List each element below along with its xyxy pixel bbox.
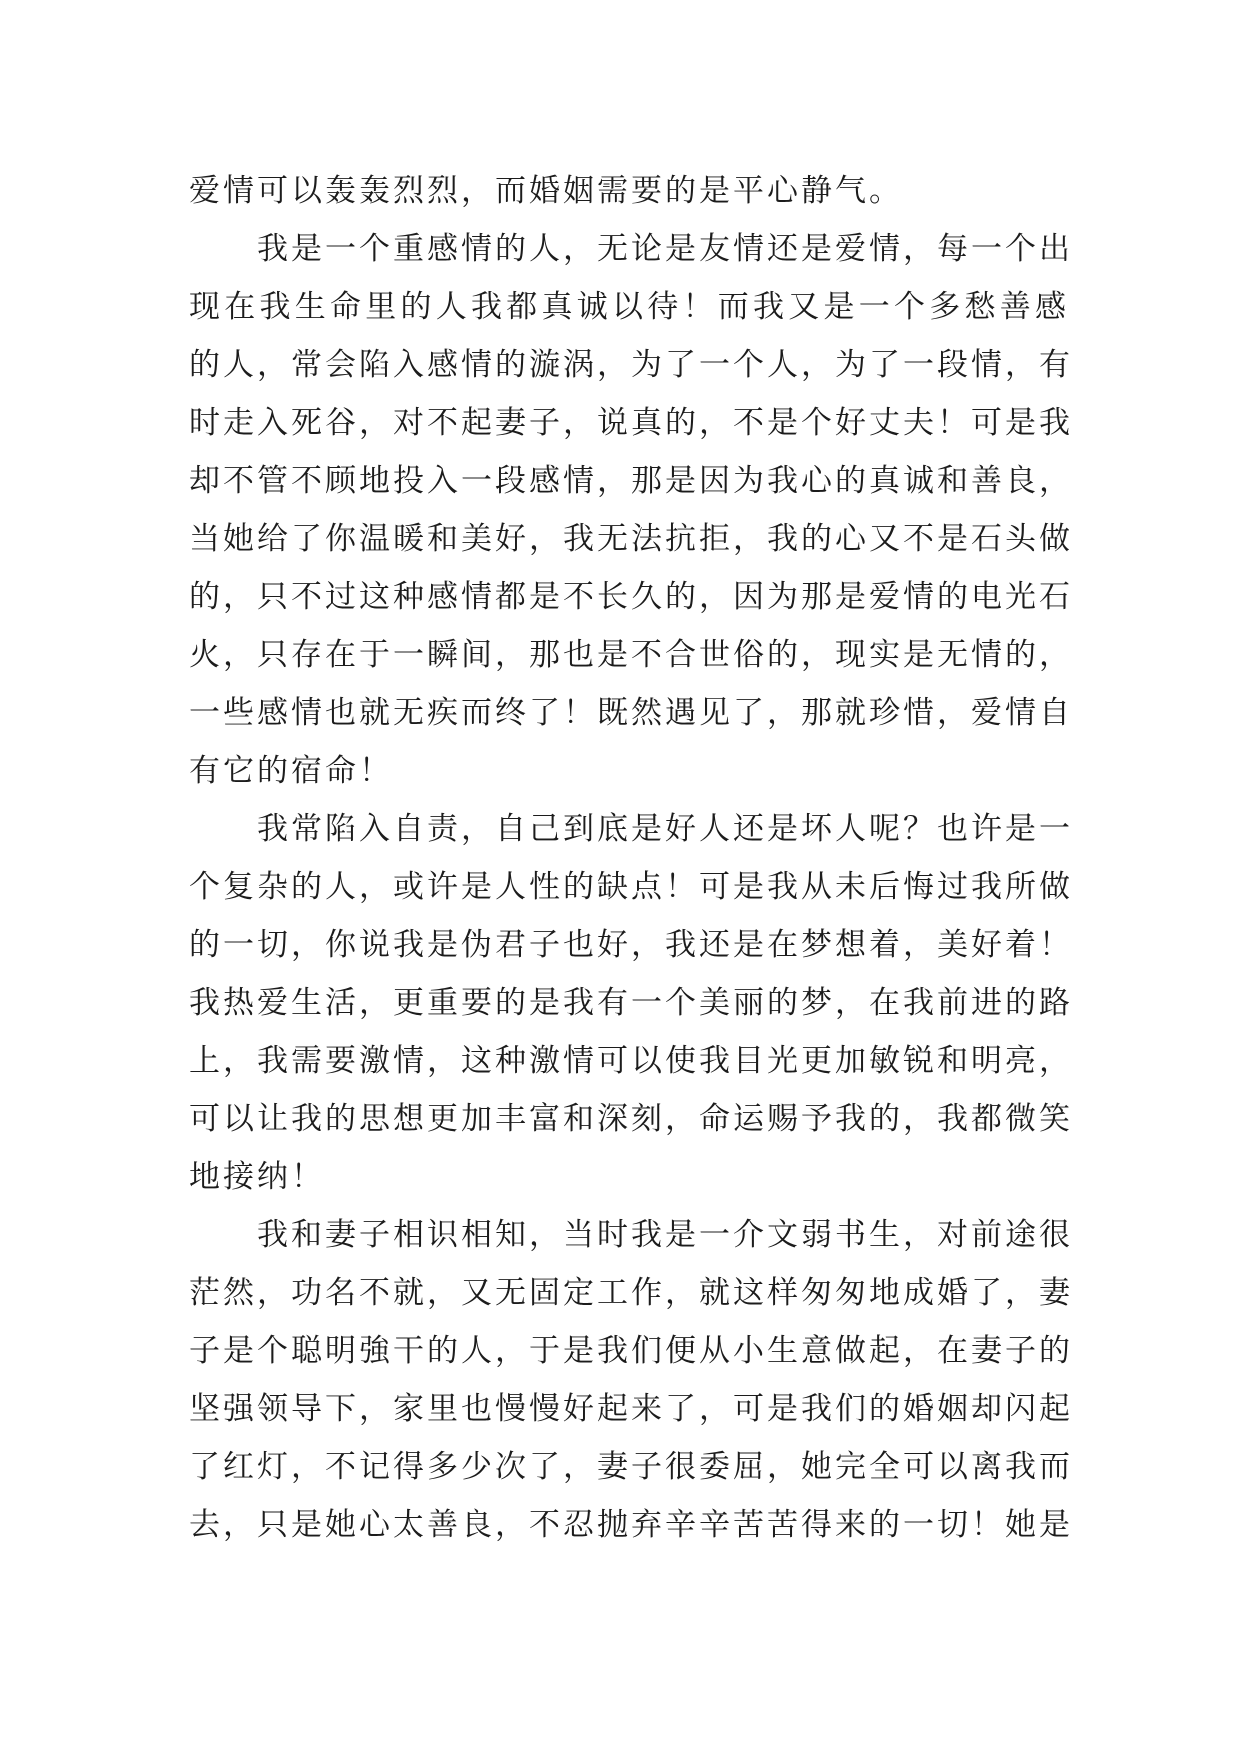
- paragraph: [189, 800, 1073, 1206]
- text-line: 我是一个重感情的人，无论是友情还是爱情，每一个出: [257, 231, 1073, 267]
- text-line: 我常陷入自责，自己到底是好人还是坏人呢？也许是一: [257, 811, 1073, 847]
- text-line: 却不管不顾地投入一段感情，那是因为我心的真诚和善良，: [189, 463, 1073, 499]
- text-line: 地接纳！: [189, 1159, 325, 1195]
- paragraph: [189, 1206, 1073, 1554]
- paragraph: [189, 220, 1073, 800]
- text-line: 现在我生命里的人我都真诚以待！而我又是一个多愁善感: [189, 289, 1069, 325]
- text-line: 茫然，功名不就，又无固定工作，就这样匆匆地成婚了，妻: [189, 1275, 1073, 1311]
- text-line: 时走入死谷，对不起妻子，说真的，不是个好丈夫！可是我: [189, 405, 1073, 441]
- text-line: 可以让我的思想更加丰富和深刻，命运赐予我的，我都微笑: [189, 1101, 1073, 1137]
- text-line: 个复杂的人，或许是人性的缺点！可是我从未后悔过我所做: [189, 869, 1073, 905]
- text-line: 我热爱生活，更重要的是我有一个美丽的梦，在我前进的路: [189, 985, 1073, 1021]
- text-line: 了红灯，不记得多少次了，妻子很委屈，她完全可以离我而: [189, 1449, 1073, 1485]
- text-line: 爱情可以轰轰烈烈，而婚姻需要的是平心静气。: [189, 173, 903, 209]
- text-line: 一些感情也就无疾而终了！既然遇见了，那就珍惜，爱情自: [189, 695, 1073, 731]
- text-line: 当她给了你温暖和美好，我无法抗拒，我的心又不是石头做: [189, 521, 1073, 557]
- text-line: 坚强领导下，家里也慢慢好起来了，可是我们的婚姻却闪起: [189, 1391, 1073, 1427]
- text-line: 的一切，你说我是伪君子也好，我还是在梦想着，美好着！: [189, 927, 1073, 963]
- text-line: 的人，常会陷入感情的漩涡，为了一个人，为了一段情，有: [189, 347, 1073, 383]
- text-line: 子是个聪明強干的人，于是我们便从小生意做起，在妻子的: [189, 1333, 1073, 1369]
- text-line: 的，只不过这种感情都是不长久的，因为那是爱情的电光石: [189, 579, 1073, 615]
- text-line: 有它的宿命！: [189, 753, 393, 789]
- text-line: 火，只存在于一瞬间，那也是不合世俗的，现实是无情的，: [189, 637, 1073, 673]
- text-line: 去，只是她心太善良，不忍抛弃辛辛苦苦得来的一切！她是: [189, 1507, 1073, 1543]
- text-line: 上，我需要激情，这种激情可以使我目光更加敏锐和明亮，: [189, 1043, 1073, 1079]
- body-text: [189, 162, 1073, 1554]
- paragraph: [189, 162, 1069, 220]
- text-line: 我和妻子相识相知，当时我是一介文弱书生，对前途很: [257, 1217, 1073, 1253]
